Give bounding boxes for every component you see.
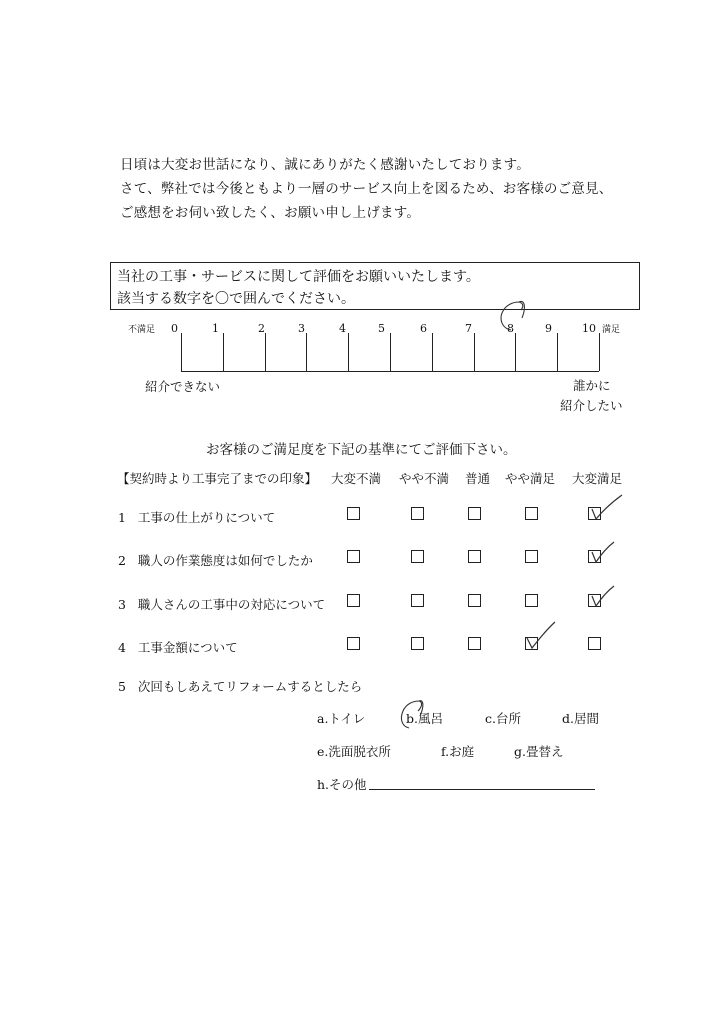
intro-line-1: 日頃は大変お世話になり、誠にありがたく感謝いたしております。 xyxy=(120,157,530,173)
check-mark-icon xyxy=(588,493,628,523)
question-text: 職人の作業態度は如何でしたか xyxy=(137,553,313,568)
question-text: 工事の仕上がりについて xyxy=(137,510,276,525)
scale-tick-9[interactable]: 9 xyxy=(545,322,552,335)
question-number: 5 xyxy=(118,679,126,694)
scale-tick-3[interactable]: 3 xyxy=(298,322,305,335)
option-washroom[interactable]: e.洗面脱衣所 xyxy=(317,744,391,759)
q3-checkbox-somewhat-dissatisfied[interactable] xyxy=(411,594,424,607)
scale-right-label: 満足 xyxy=(602,325,621,335)
question-number: 3 xyxy=(118,597,126,612)
scale-line xyxy=(515,333,516,371)
check-mark-icon xyxy=(588,540,618,566)
scale-baseline xyxy=(181,371,599,372)
satisfaction-title: お客様のご満足度を下記の基準にてご評価下さい。 xyxy=(206,442,517,458)
scale-right-caption-2: 紹介したい xyxy=(560,398,623,413)
scale-tick-0[interactable]: 0 xyxy=(171,322,178,335)
scale-line xyxy=(181,333,182,371)
scale-left-caption: 紹介できない xyxy=(145,379,221,394)
intro-line-2: さて、弊社では今後ともより一層のサービス向上を図るため、お客様のご意見、 xyxy=(120,181,613,197)
option-bath[interactable]: b.風呂 xyxy=(406,711,443,726)
scale-tick-6[interactable]: 6 xyxy=(420,322,427,335)
intro-line-3: ご感想をお伺い致したく、お願い申し上げます。 xyxy=(120,205,421,221)
q2-checkbox-neutral[interactable] xyxy=(468,550,481,563)
scale-line xyxy=(599,333,600,371)
option-kitchen[interactable]: c.台所 xyxy=(485,711,521,726)
question-number: 1 xyxy=(118,510,126,525)
scale-line xyxy=(223,333,224,371)
q1-checkbox-somewhat-dissatisfied[interactable] xyxy=(411,507,424,520)
scale-tick-10[interactable]: 10 xyxy=(582,322,596,335)
rating-instruction-box xyxy=(110,262,640,310)
column-somewhat-satisfied: やや満足 xyxy=(505,471,556,486)
q4-checkbox-somewhat-dissatisfied[interactable] xyxy=(411,637,424,650)
scale-tick-1[interactable]: 1 xyxy=(212,322,219,335)
option-tatami[interactable]: g.畳替え xyxy=(514,744,564,759)
other-write-in-line[interactable] xyxy=(369,789,595,790)
q4-checkbox-very-satisfied[interactable] xyxy=(588,637,601,650)
question-1 xyxy=(118,508,275,526)
q3-checkbox-neutral[interactable] xyxy=(468,594,481,607)
scale-line xyxy=(348,333,349,371)
scale-line xyxy=(474,333,475,371)
option-toilet[interactable]: a.トイレ xyxy=(317,711,366,726)
column-neutral: 普通 xyxy=(465,471,491,486)
q3-checkbox-somewhat-satisfied[interactable] xyxy=(525,594,538,607)
scale-tick-7[interactable]: 7 xyxy=(465,322,472,335)
column-very-satisfied: 大変満足 xyxy=(572,471,623,486)
q2-checkbox-somewhat-dissatisfied[interactable] xyxy=(411,550,424,563)
check-mark-icon xyxy=(523,620,559,652)
column-very-dissatisfied: 大変不満 xyxy=(331,471,382,486)
question-number: 4 xyxy=(118,640,126,655)
rating-instruction-line-1: 当社の工事・サービスに関して評価をお願いいたします。 xyxy=(117,269,480,285)
q2-checkbox-somewhat-satisfied[interactable] xyxy=(525,550,538,563)
section-label: 【契約時より工事完了までの印象】 xyxy=(117,471,318,486)
question-text: 次回もしあえてリフォームするとしたら xyxy=(137,679,363,694)
q4-checkbox-neutral[interactable] xyxy=(468,637,481,650)
question-text: 工事金額について xyxy=(137,640,238,655)
scale-line xyxy=(306,333,307,371)
scale-line xyxy=(557,333,558,371)
scale-line xyxy=(390,333,391,371)
column-somewhat-dissatisfied: やや不満 xyxy=(399,471,450,486)
q1-checkbox-very-dissatisfied[interactable] xyxy=(347,507,360,520)
question-2 xyxy=(118,551,313,569)
q4-checkbox-very-dissatisfied[interactable] xyxy=(347,637,360,650)
q1-checkbox-somewhat-satisfied[interactable] xyxy=(525,507,538,520)
question-4 xyxy=(118,638,238,656)
q3-checkbox-very-dissatisfied[interactable] xyxy=(347,594,360,607)
circle-mark-bath xyxy=(397,698,427,732)
scale-tick-5[interactable]: 5 xyxy=(378,322,385,335)
scale-line xyxy=(432,333,433,371)
scale-right-caption-1: 誰かに xyxy=(573,378,611,393)
scale-tick-2[interactable]: 2 xyxy=(258,322,265,335)
scale-tick-8[interactable]: 8 xyxy=(507,322,514,335)
option-other[interactable]: h.その他 xyxy=(317,777,367,792)
scale-tick-4[interactable]: 4 xyxy=(339,322,346,335)
q1-checkbox-neutral[interactable] xyxy=(468,507,481,520)
q2-checkbox-very-dissatisfied[interactable] xyxy=(347,550,360,563)
rating-instruction-line-2: 該当する数字を〇で囲んでください。 xyxy=(117,291,355,307)
scale-line xyxy=(265,333,266,371)
question-3 xyxy=(118,595,325,613)
check-mark-icon xyxy=(588,584,618,610)
circle-mark-8 xyxy=(497,298,527,334)
option-garden[interactable]: f.お庭 xyxy=(441,744,475,759)
question-text: 職人さんの工事中の対応について xyxy=(137,597,326,612)
question-5 xyxy=(118,677,362,695)
question-number: 2 xyxy=(118,553,126,568)
option-living-room[interactable]: d.居間 xyxy=(562,711,599,726)
scale-left-label: 不満足 xyxy=(128,325,156,335)
